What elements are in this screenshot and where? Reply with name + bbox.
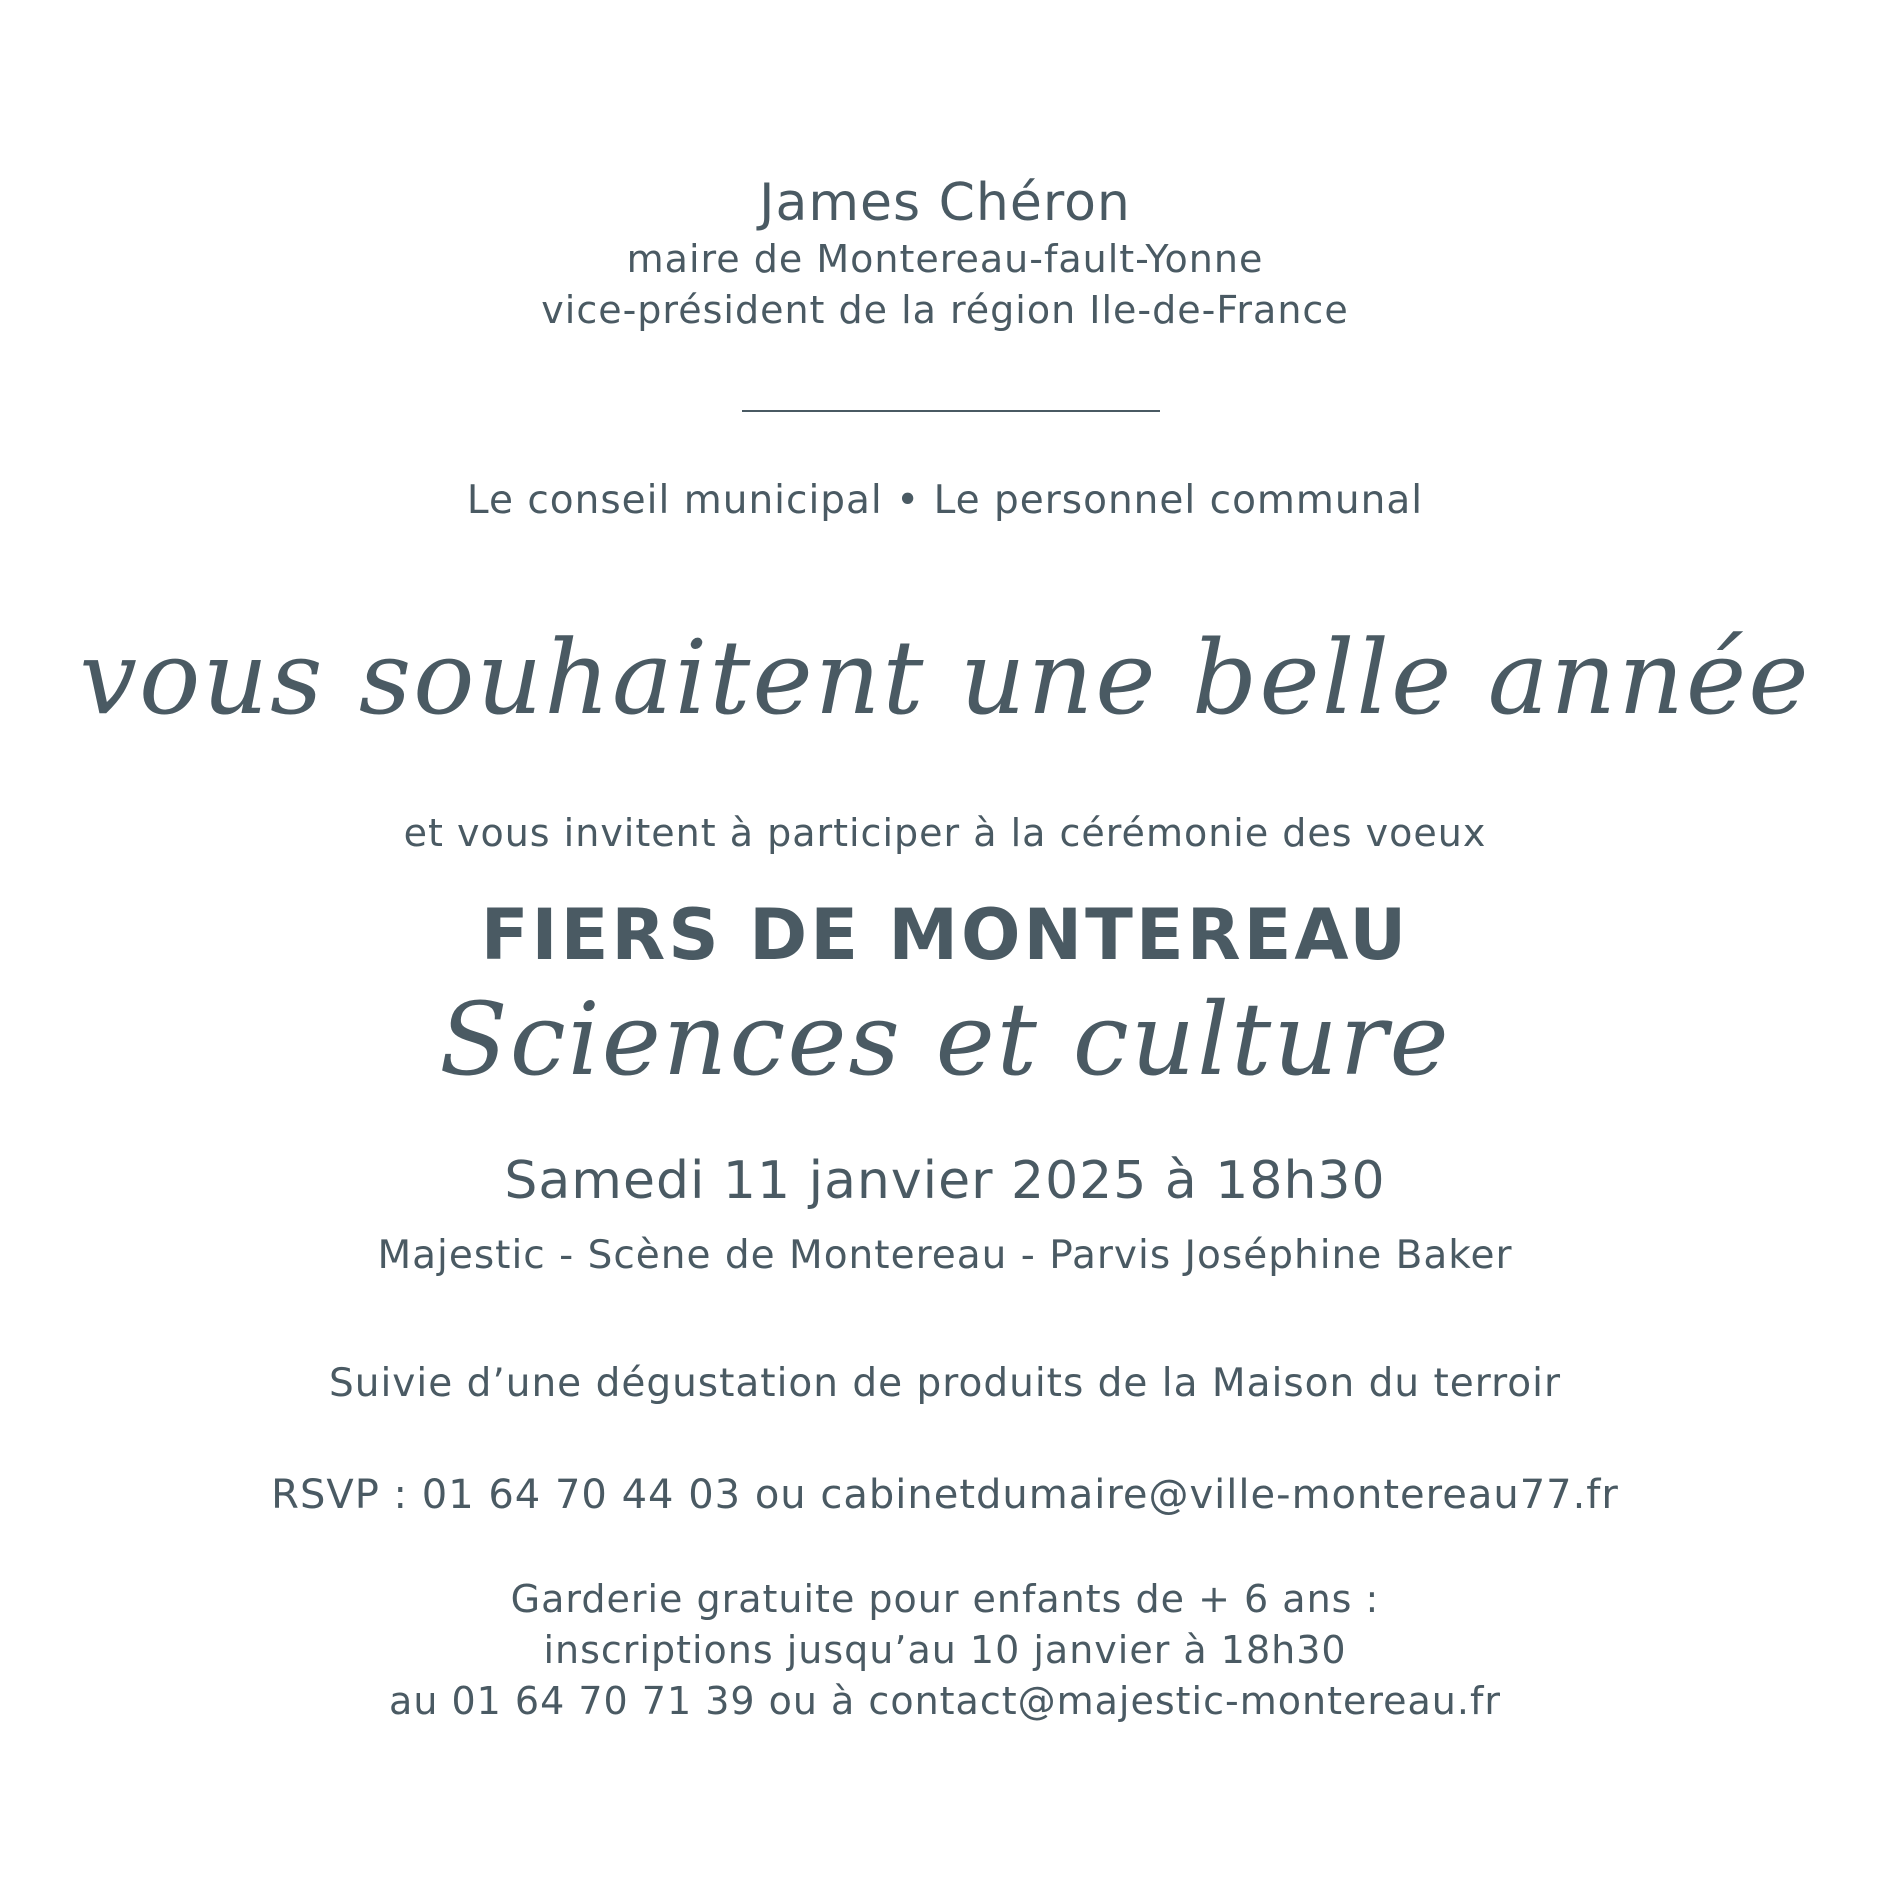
childcare-line-1: Garderie gratuite pour enfants de + 6 ans : bbox=[510, 1577, 1380, 1621]
rsvp-contact: RSVP : 01 64 70 44 03 ou cabinetdumaire@ville-montereau77.fr bbox=[271, 1472, 1619, 1518]
host-title-mayor: maire de Montereau-fault-Yonne bbox=[626, 237, 1264, 281]
event-date: Samedi 11 janvier 2025 à 18h30 bbox=[504, 1151, 1386, 1211]
event-subtitle-script: Sciences et culture bbox=[439, 981, 1451, 1098]
greeting-script: vous souhaitent une belle année bbox=[79, 619, 1811, 738]
childcare-line-3: au 01 64 70 71 39 ou à contact@majestic-montereau.fr bbox=[389, 1679, 1501, 1723]
childcare-line-2: inscriptions jusqu’au 10 janvier à 18h30 bbox=[543, 1628, 1347, 1672]
event-title: FIERS DE MONTEREAU bbox=[480, 894, 1410, 976]
event-venue: Majestic - Scène de Montereau - Parvis Joséphine Baker bbox=[377, 1233, 1513, 1278]
cosigners: Le conseil municipal • Le personnel communal bbox=[466, 478, 1424, 523]
invitation-text: et vous invitent à participer à la cérémonie des voeux bbox=[403, 811, 1487, 855]
divider bbox=[742, 410, 1160, 412]
host-name: James Chéron bbox=[759, 173, 1131, 233]
tasting-note: Suivie d’une dégustation de produits de la Maison du terroir bbox=[328, 1361, 1562, 1406]
host-title-region: vice-président de la région Ile-de-France bbox=[541, 288, 1349, 332]
